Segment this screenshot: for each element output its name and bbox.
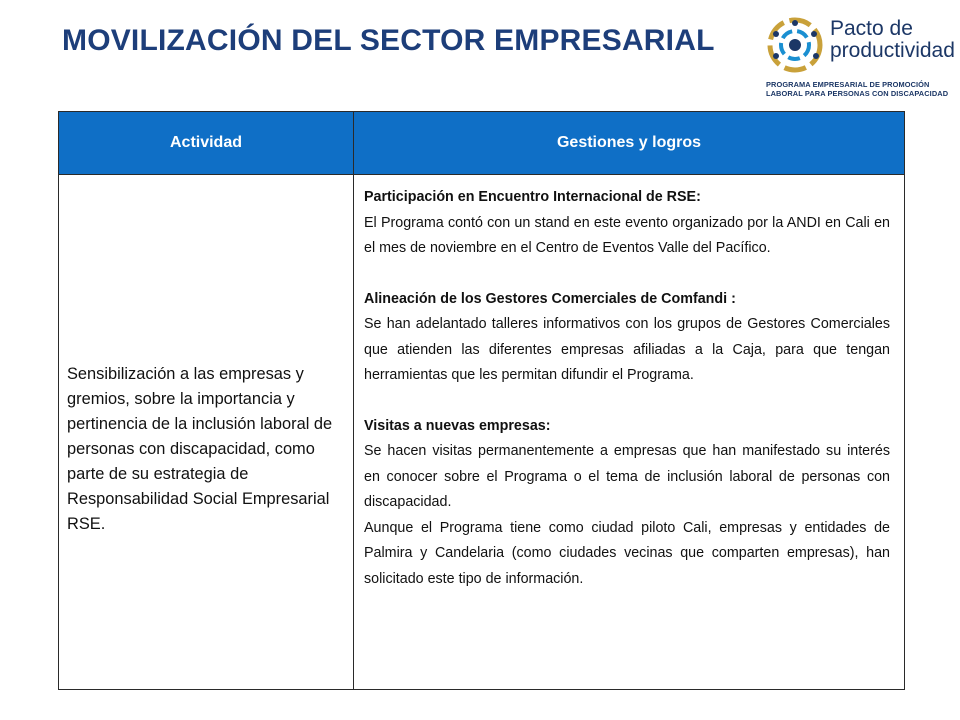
section-title: Visitas a nuevas empresas: — [364, 417, 551, 434]
logo — [760, 8, 955, 108]
section-paragraph: Se han adelantado talleres informativos con los grupos de Gestores Comerciales que atienden las diferentes empresas afiliadas a la Caja, para que tengan herramientas que les permitan difundir el Programa. — [364, 316, 890, 383]
logo-name: Pacto de productividad — [830, 17, 955, 62]
activity-cell — [59, 175, 354, 690]
table-row — [59, 175, 905, 690]
page-title: MOVILIZACIÓN DEL SECTOR EMPRESARIAL — [62, 24, 715, 57]
section-paragraph: Aunque el Programa tiene como ciudad piloto Cali, empresas y entidades de Palmira y Candelaria (como ciudades vecinas que comparten empresas), han solicitado este tipo de información. — [364, 519, 890, 587]
logo-mark-icon — [764, 14, 826, 76]
section-title: Alineación de los Gestores Comerciales de Comfandi : — [364, 290, 736, 307]
logros-cell — [354, 175, 905, 690]
column-header-actividad: Actividad — [59, 112, 354, 175]
activities-table — [58, 111, 905, 690]
activity-text: Sensibilización a las empresas y gremios, sobre la importancia y pertinencia de la inclusión laboral de personas con discapacidad, como parte de su estrategia de Responsabilidad Social Empresarial RSE. — [67, 364, 333, 533]
column-header-gestiones: Gestiones y logros — [354, 112, 905, 175]
section-paragraph: Se hacen visitas permanentemente a empresas que han manifestado su interés en conocer sobre el Programa o el tema de inclusión laboral de personas con discapacidad. — [364, 443, 890, 510]
section-title: Participación en Encuentro Internacional de RSE: — [364, 189, 701, 205]
section-paragraph: El Programa contó con un stand en este evento organizado por la ANDI en Cali en el mes de noviembre en el Centro de Eventos Valle del Pacífico. — [364, 214, 890, 256]
logo-subtitle: PROGRAMA EMPRESARIAL DE PROMOCIÓN LABORAL PARA PERSONAS CON DISCAPACIDAD — [766, 80, 949, 98]
table-header-row — [59, 112, 905, 175]
